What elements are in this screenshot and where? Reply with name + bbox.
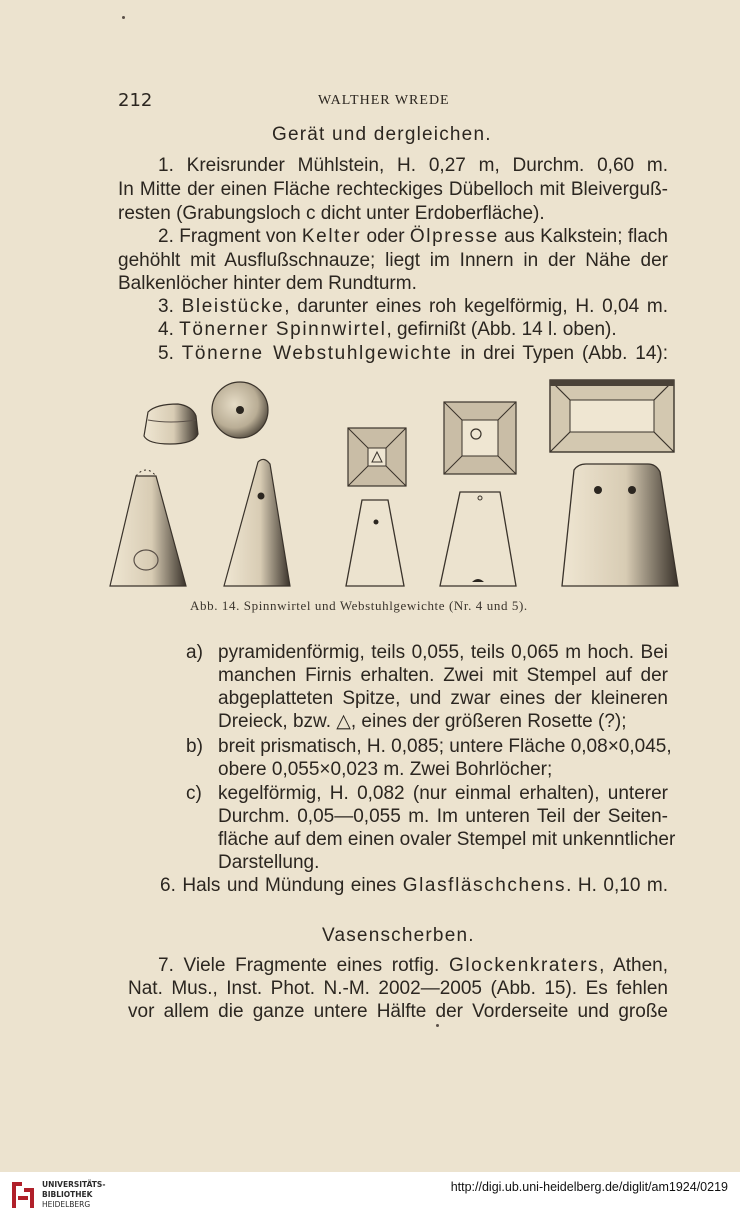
- prismatic-top-face: [570, 400, 654, 432]
- permalink-url[interactable]: http://digi.ub.uni-heidelberg.de/diglit/am1924/0219: [450, 1180, 728, 1194]
- figure-caption: Abb. 14. Spinnwirtel und Webstuhlgewichte (Nr. 4 und 5).: [190, 598, 528, 613]
- type-c-label: c): [186, 783, 202, 804]
- type-c-line-1: kegelförmig, H. 0,082 (nur einmal erhalten), unterer: [218, 783, 668, 804]
- type-a-line-2: manchen Firnis erhalten. Zwei mit Stempel auf der: [218, 665, 668, 686]
- prismatic-hole-right: [628, 486, 636, 494]
- type-a-label: a): [186, 642, 203, 663]
- university-library-logo-icon[interactable]: [8, 1178, 38, 1212]
- prismatic-weight-front: [562, 464, 678, 586]
- prismatic-hole-left: [594, 486, 602, 494]
- pyramid-side-hole: [374, 520, 379, 525]
- section-heading-geraet: Gerät und dergleichen.: [272, 124, 492, 145]
- library-name-line-1: UNIVERSITÄTS-: [42, 1180, 106, 1189]
- pyramid-weight-side-large: [440, 492, 516, 586]
- type-b-label: b): [186, 736, 203, 757]
- type-a-line-4: Dreieck, bzw. △, eines der größeren Rosette (?);: [218, 711, 627, 732]
- prismatic-top-shadow: [550, 380, 674, 386]
- item-7-line-1: 7. Viele Fragmente eines rotfig. Glockenkraters, Athen,: [158, 955, 668, 976]
- pyramid-large-top-face: [462, 420, 498, 456]
- pyramid-weight-2: [224, 459, 290, 586]
- section-heading-vasenscherben: Vasenscherben.: [322, 925, 475, 946]
- type-a-line-3: abgeplatteten Spitze, und zwar eines der kleineren: [218, 688, 668, 709]
- pyramid-top-face: [368, 448, 386, 466]
- figure-abb-14: [100, 376, 680, 592]
- type-a-line-1: pyramidenförmig, teils 0,055, teils 0,065 m hoch. Bei: [218, 642, 668, 663]
- type-b-line-2: obere 0,055×0,023 m. Zwei Bohrlöcher;: [218, 759, 553, 780]
- item-2-line-3: Balkenlöcher hinter dem Rundturm.: [118, 273, 417, 294]
- item-6: 6. Hals und Mündung eines Glasfläschchens. H. 0,10 m.: [160, 875, 668, 896]
- item-1-line-3: resten (Grabungsloch c dicht unter Erdoberfläche).: [118, 203, 545, 224]
- pyramid-weight-side-small: [346, 500, 404, 586]
- pyramid-large-hole: [478, 496, 482, 500]
- item-1-line-2: In Mitte der einen Fläche rechteckiges Dübelloch mit Bleiverguß-: [118, 179, 668, 200]
- type-c-line-4: Darstellung.: [218, 852, 320, 873]
- type-c-line-2: Durchm. 0,05—0,055 m. Im unteren Teil der Seiten-: [218, 806, 668, 827]
- spindle-whorl-side: [144, 404, 198, 444]
- item-7-line-2: Nat. Mus., Inst. Phot. N.-M. 2002—2005 (Abb. 15). Es fehlen: [128, 978, 668, 999]
- page-number: 212: [118, 90, 153, 111]
- library-name-line-3: HEIDELBERG: [42, 1200, 91, 1209]
- pyramid-1-restored-peak: [136, 470, 156, 476]
- item-1-line-1: 1. Kreisrunder Mühlstein, H. 0,27 m, Durchm. 0,60 m.: [158, 155, 668, 176]
- type-c-line-3: fläche auf dem einen ovaler Stempel mit unkenntlicher: [218, 829, 676, 850]
- item-3: 3. Bleistücke, darunter eines roh kegelförmig, H. 0,04 m.: [158, 296, 668, 317]
- speck: [436, 1024, 439, 1027]
- running-title: WALTHER WREDE: [318, 93, 450, 108]
- pyramid-large-stamp: [472, 579, 484, 582]
- type-b-line-1: breit prismatisch, H. 0,085; untere Fläche 0,08×0,045,: [218, 736, 672, 757]
- item-7-line-3: vor allem die ganze untere Hälfte der Vorderseite und große: [128, 1001, 668, 1022]
- pyramid-2-hole: [258, 493, 265, 500]
- item-4: 4. Tönerner Spinnwirtel, gefirnißt (Abb. 14 l. oben).: [158, 319, 617, 340]
- item-5: 5. Tönerne Webstuhlgewichte in drei Typen (Abb. 14):: [158, 343, 668, 364]
- speck: [122, 16, 125, 19]
- item-2-line-2: gehöhlt mit Ausflußschnauze; liegt im Innern in der Nähe der: [118, 250, 668, 271]
- library-name-line-2: BIBLIOTHEK: [42, 1190, 93, 1199]
- item-2-line-1: 2. Fragment von Kelter oder Ölpresse aus Kalkstein; flach: [158, 226, 669, 247]
- whorl-hole: [236, 406, 244, 414]
